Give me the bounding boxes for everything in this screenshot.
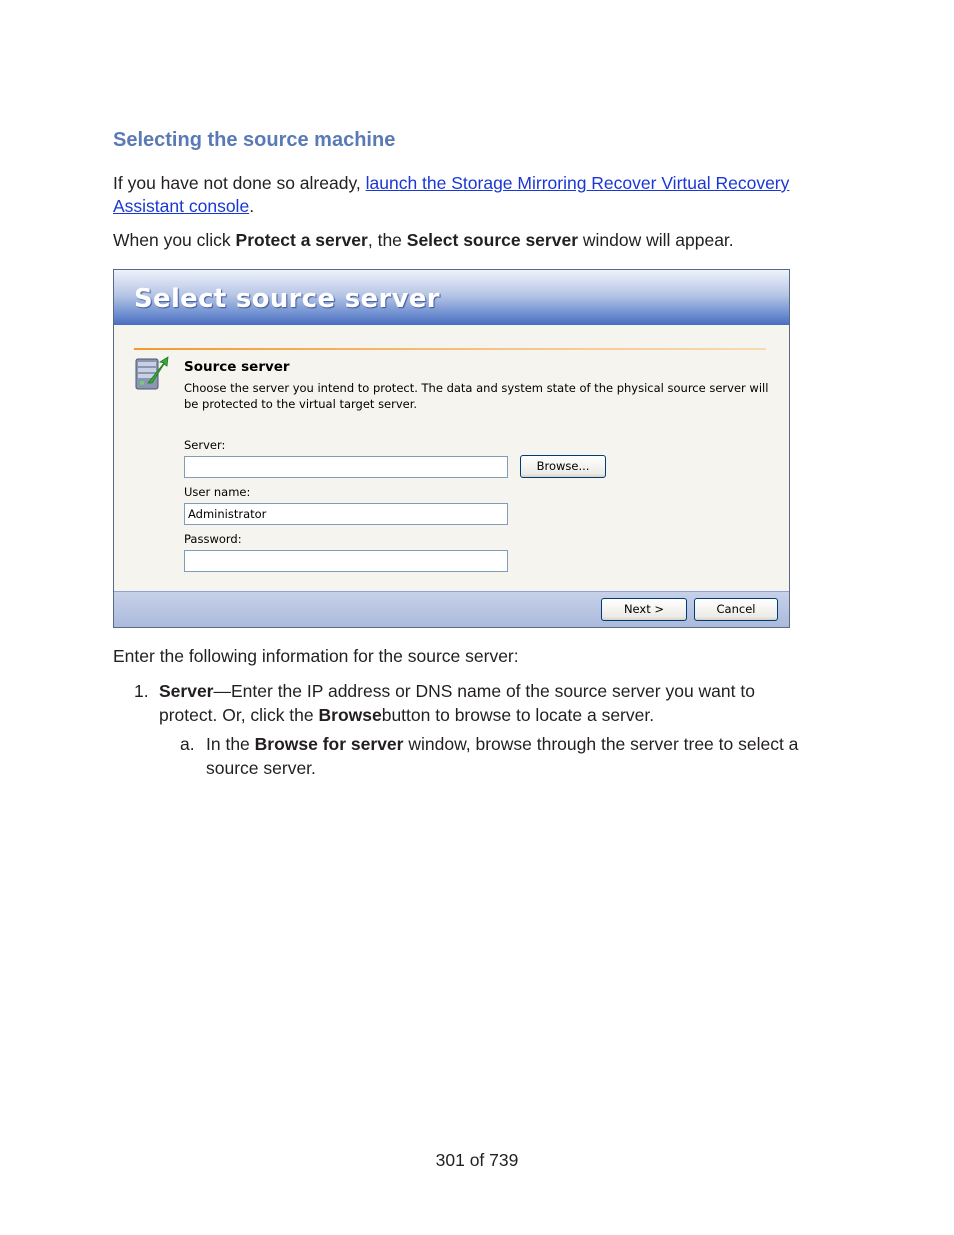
section-description: Choose the server you intend to protect. The data and system state of the physical source server will be protected to the virtual target server. <box>184 381 769 411</box>
launch-console-link[interactable]: launch the Storage Mirroring Recover Virtual Recovery Assistant console <box>113 173 790 216</box>
intro-suffix: . <box>249 196 255 216</box>
enter-paragraph: Enter the following information for the source server: <box>113 646 519 666</box>
click-text-1: When you click <box>113 230 236 250</box>
username-label: User name: <box>184 485 251 499</box>
cancel-button[interactable]: Cancel <box>694 598 778 621</box>
section-title: Source server <box>184 359 290 375</box>
dialog-body <box>114 325 789 591</box>
click-text-3: window will appear. <box>578 230 734 250</box>
intro-prefix: If you have not done so already, <box>113 173 366 193</box>
sub-list-item <box>206 732 846 780</box>
page-number: 301 of 739 <box>435 1150 519 1170</box>
server-term: Server <box>159 681 214 701</box>
username-input[interactable]: Administrator <box>184 503 508 525</box>
password-label: Password: <box>184 532 242 546</box>
server-description: —Enter the IP address or DNS name of the source server you want to protect. Or, click the <box>159 681 755 725</box>
list-item-number: 1. <box>134 681 149 701</box>
dialog-footer <box>114 591 789 628</box>
dialog-title: Select source server <box>134 284 440 314</box>
click-paragraph <box>113 229 853 252</box>
server-icon <box>134 353 170 393</box>
browse-button[interactable]: Browse... <box>520 455 606 478</box>
dialog-header <box>114 270 789 325</box>
sub-item-text-2: window, browse through the server tree to select a source server. <box>206 734 799 778</box>
intro-paragraph <box>113 172 853 218</box>
browse-for-server-term: Browse for server <box>254 734 404 754</box>
select-source-server-term: Select source server <box>406 230 579 250</box>
browse-term: Browse <box>318 705 382 725</box>
next-button[interactable]: Next > <box>601 598 687 621</box>
browse-description: button to browse to locate a server. <box>381 705 655 725</box>
password-input[interactable] <box>184 550 508 572</box>
section-heading: Selecting the source machine <box>113 129 396 151</box>
protect-server-term: Protect a server <box>235 230 368 250</box>
server-input[interactable] <box>184 456 508 478</box>
list-item <box>159 679 809 727</box>
section-divider <box>134 348 766 350</box>
sub-list-item-letter: a. <box>180 734 195 754</box>
server-label: Server: <box>184 438 226 452</box>
sub-item-text-1: In the <box>206 734 255 754</box>
select-source-server-dialog <box>113 269 790 628</box>
click-text-2: , the <box>367 230 407 250</box>
